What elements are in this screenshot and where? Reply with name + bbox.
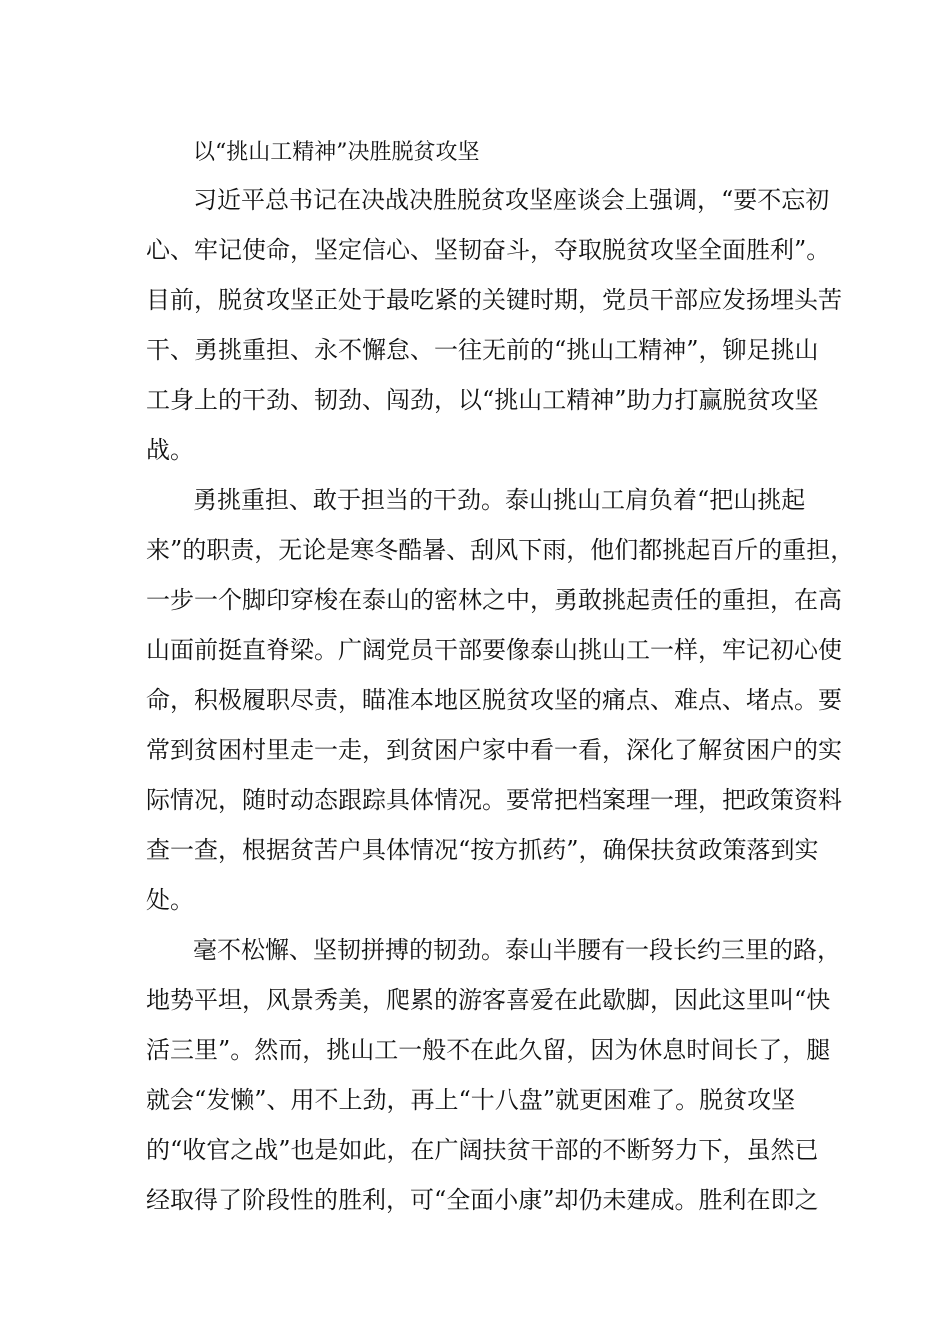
paragraph-2-line-1: 勇挑重担、敢于担当的干劲。泰山挑山工肩负着“把山挑起: [193, 486, 806, 514]
paragraph-2-line-2: 来”的职责，无论是寒冬酷暑、刮风下雨，他们都挑起百斤的重担，: [146, 536, 855, 564]
paragraph-1-line-5: 工身上的干劲、韧劲、闯劲，以“挑山工精神”助力打赢脱贫攻坚: [146, 386, 819, 414]
paragraph-3-line-1: 毫不松懈、坚韧拼搏的韧劲。泰山半腰有一段长约三里的路，: [193, 936, 841, 964]
paragraph-3-line-6: 经取得了阶段性的胜利，可“全面小康”却仍未建成。胜利在即之: [146, 1186, 819, 1214]
paragraph-2-line-6: 常到贫困村里走一走，到贫困户家中看一看，深化了解贫困户的实: [146, 736, 842, 764]
paragraph-1-line-6: 战。: [146, 436, 194, 464]
paragraph-2-line-9: 处。: [146, 886, 194, 914]
paragraph-3-line-2: 地势平坦，风景秀美，爬累的游客喜爱在此歇脚，因此这里叫“快: [146, 986, 831, 1014]
paragraph-2-line-4: 山面前挺直脊梁。广阔党员干部要像泰山挑山工一样，牢记初心使: [146, 636, 842, 664]
paragraph-2-line-8: 查一查，根据贫苦户具体情况“按方抓药”，确保扶贫政策落到实: [146, 836, 819, 864]
paragraph-1-line-2: 心、牢记使命，坚定信心、坚韧奋斗，夺取脱贫攻坚全面胜利”。: [146, 236, 831, 264]
paragraph-2-line-3: 一步一个脚印穿梭在泰山的密林之中，勇敢挑起责任的重担，在高: [146, 586, 842, 614]
paragraph-1-line-3: 目前，脱贫攻坚正处于最吃紧的关键时期，党员干部应发扬埋头苦: [146, 286, 842, 314]
paragraph-2-line-5: 命，积极履职尽责，瞄准本地区脱贫攻坚的痛点、难点、堵点。要: [146, 686, 842, 714]
paragraph-1-line-1: 习近平总书记在决战决胜脱贫攻坚座谈会上强调，“要不忘初: [193, 186, 830, 214]
document-title: 以“挑山工精神”决胜脱贫攻坚: [193, 140, 480, 165]
paragraph-3-line-3: 活三里”。然而，挑山工一般不在此久留，因为休息时间长了，腿: [146, 1036, 831, 1064]
paragraph-3-line-4: 就会“发懒”、用不上劲，再上“十八盘”就更困难了。脱贫攻坚: [146, 1086, 796, 1114]
paragraph-3-line-5: 的“收官之战”也是如此，在广阔扶贫干部的不断努力下，虽然已: [146, 1136, 819, 1164]
paragraph-2-line-7: 际情况，随时动态跟踪具体情况。要常把档案理一理，把政策资料: [146, 786, 842, 814]
paragraph-1-line-4: 干、勇挑重担、永不懈怠、一往无前的“挑山工精神”，铆足挑山: [146, 336, 819, 364]
